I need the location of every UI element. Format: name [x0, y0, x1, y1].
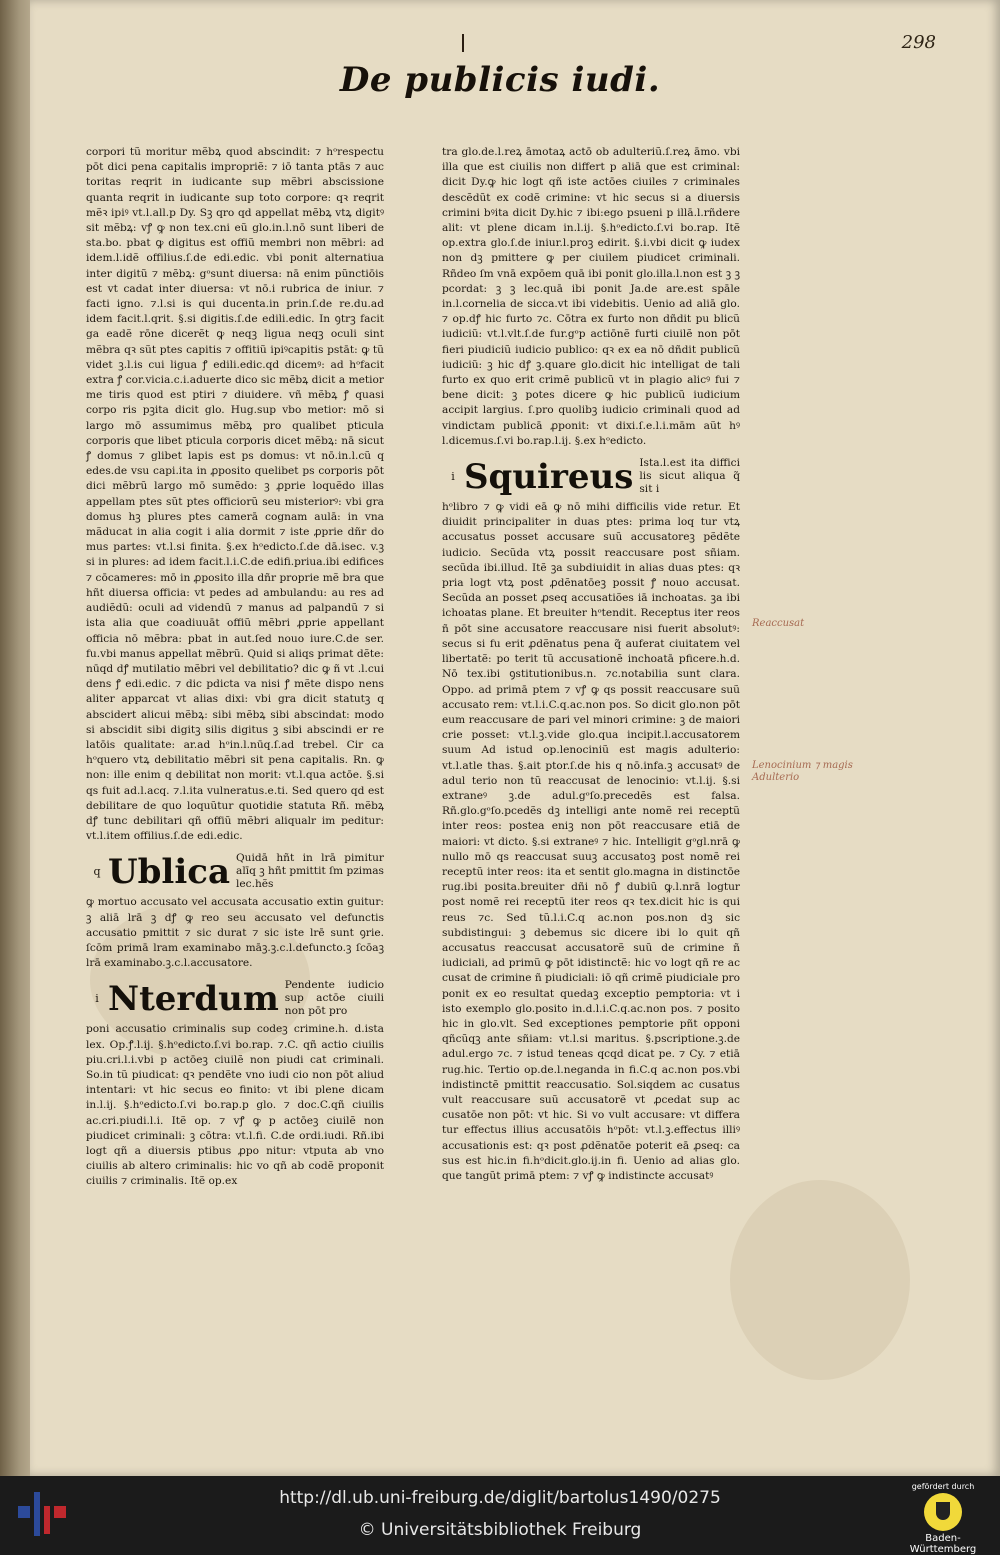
rubric-word: Squireus [464, 456, 634, 497]
marginal-note: Reaccusat [752, 618, 805, 629]
rubric-heading [86, 979, 384, 1018]
copyright-notice: © Universitätsbibliothek Freiburg [358, 1520, 642, 1540]
rubric-tail: Ista.l.est ita diffici lis sicut aliqua q̃ sit i [639, 457, 740, 496]
rubric-heading [86, 852, 384, 891]
rubric-word: Nterdum [108, 978, 279, 1019]
guide-letter: i [95, 992, 99, 1006]
right-column [442, 145, 740, 1186]
marginal-note: Lenocinium ⁊ magis Adulterio [752, 760, 853, 783]
left-column [86, 145, 384, 1192]
rubric-tail: Pendente iudicio sup actōe ciuili non pōt pro [284, 979, 384, 1018]
sponsor-block [898, 1482, 988, 1555]
state-crest-icon [924, 1493, 962, 1531]
text-paragraph: poni accusatio criminalis sup codeꝫ crimine.h. d.ista lex. Op.ꝭ.l.ij. §.hᵒedicto.ſ.vi bo.rap. ⁊.C. qñ actio ciuilis piu.cri.l.i.vbi p actōeꝫ ciuilẽ non piudi cat criminali. So.in tũ piudicat: qꝛ pendẽte vno iudi cio non pōt aliud intentari: vt hic secus eo finito: vt ibi plene dicam in.l.ij. §.hᵒedicto.ſ.vi bo.rap.p glo. ⁊ doc.C.qñ ciuilis ac.cri.piudi.l.i. Itẽ op. ⁊ vꝭ ꝙ p actōeꝫ ciuilẽ non piudicet criminali: ꝫ cōtra: vt.l.fi. C.de ordi.iudi. Rñ.ibi logt qñ a diuersis ptibus ꝓpo nitur: vtputa ab vno ciuilis ab altero criminalis: hic vo qñ ab codẽ proponit ciuilis ⁊ criminalis. Itẽ op.ex [86, 1023, 384, 1188]
text-paragraph: ꝙ mortuo accusato vel accusata accusatio extin guitur: ꝫ aliā lrā ꝫ dꝭ ꝙ reo seu accusato vel defunctis accusatio pmittit ⁊ sic durat ⁊ sic iste lrē sunt ꝯrie. ſcōm primā lram examinabo māꝫ.ꝫ.c.l.defuncto.ꝫ ſcōaꝫ lrā examinabo.ꝫ.c.l.accusatore. [86, 896, 384, 970]
viewer-footer [0, 1476, 1000, 1555]
folio-number: 298 [901, 32, 936, 53]
rubric-tail: Quidā hñt in lrā pimitur alīq ꝫ hñt pmittit ſm pzimas lec.hẽs [236, 852, 384, 891]
source-url-link[interactable]: http://dl.ub.uni-freiburg.de/diglit/bartolus1490/0275 [279, 1488, 721, 1508]
paper-stain [730, 1180, 910, 1380]
rubric-word: Ublica [108, 851, 230, 892]
text-paragraph: hᵒlibro ⁊ ꝙ vidi eā ꝙ nō mihi difficilis vide retur. Et diuidit principaliter in duas ptes: prima loq tur vtꝝ accusatus posset accusare suũ accusatoreꝫ pẽdẽte iudicio. Secũda vtꝝ possit reaccusare post sñiam. secũda ibi.illud. Itẽ ꝫa subdiuidit in alias duas ptes: qꝛ pria logt vtꝝ post ꝓdẽnatōeꝫ possit ꝭ nouo accusat. Secũda an posset ꝓseq accusatiões iā inchoatas. ꝫa ibi ichoatas plane. Et breuiter hᵒtendit. Receptus iter reos ñ pōt sine accusatore reaccusare nisi fuerit absolutꝰ: secus si fu erit ꝓdẽnatus pena q̃ auferat ciuitatem vel libertatẽ: po terit tũ accusationẽ inchoatā pficere.h.d. Nō tex.ibi ꝯstitutionibus.n. ⁊c.notabilia sunt clara. Oppo. ad primā ptem ⁊ vꝭ ꝙ qs possit reaccusare suũ accusato rem: vt.l.i.C.q.ac.non pos. So dicit glo.non pōt eum reaccusare de pari vel minori crimine: ꝫ de maiori crie posset: vt.l.ꝫ.vide glo.qua incipit.l.accusatorem suum Ad istud op.lenociniũ est magis adulterio: vt.l.atle thas. §.ait ptor.ſ.de his q nō.infa.ꝫ accusatꝰ de adul terio non tũ reaccusat de lenocinio: vt.l.ij. §.si extraneꝰ ꝫ.de adul.gᵒſo.precedẽs est falsa. Rñ.glo.gᵒſo.pcedẽs dꝫ intelligi ante nomẽ rei receptũ inter reos: postea eniꝫ non pōt reaccusare etiā de maiori: vt dicto. §.si extraneꝰ ⁊ hic. Intelligit gᵒgl.nrā ꝙ nullo mō qs reaccusat suuꝫ accusatoꝫ post nomẽ rei receptũ inter reos: ita et sentit glo.magna in distinctōe rug.ibi posita.breuiter dñi nō ꝭ dubiũ ꝙ.l.nrā logtur post nomẽ rei receptũ iter reos qꝛ tex.dicit hic is qui reus ⁊c. Sed tũ.l.i.C.q ac.non pos.non dꝫ sic subdistingui: ꝫ debemus sic dicere ibi lo quit qñ accusatus reaccusat accusatorẽ suũ de crimine ñ iudiciali, ad primũ ꝙ pōt idistinctẽ: hic vo logt qñ re ac cusat de crimine ñ piudiciali: iō qñ crimẽ piudiciale pro ponit ex eo resultat quedaꝫ exceptio pemptoria: vt i isto exemplo glo.posito in.d.l.i.C.q.ac.non pos. ⁊ posito hic in glo.vlt. Sed exceptiones pemptorie pñt opponi qñcũqꝫ ante sñiam: vt.l.si maritus. §.pscriptione.ꝫ.de adul.ergo ⁊c. ⁊ istud teneas qcqd dicat pe. ⁊ Cy. ⁊ etiā rug.hic. Tertio op.de.l.neganda in fi.C.q ac.non pos.vbi indistinctẽ pmittit reaccusatio. Sol.siqdem ac cusatus vult reaccusare suũ accusatorẽ vt ꝓcedat sup ac cusatōe non pōt: vt hic. Si vo vult accusare: vt differa tur effectus illius accusatōis hᵒpōt: vt.l.ꝫ.effectus illiꝰ accusationis est: qꝛ post ꝓdẽnatōe poterit eā ꝓseq: ca sus est hic.in fi.hᵒdicit.glo.ij.in fi. Uenio ad alias glo. que tangũt primā ptem: ⁊ vꝭ ꝙ indistincte accusatꝰ [442, 501, 740, 1182]
text-paragraph: corpori tũ moritur mẽbꝝ quod abscindit: ⁊ hᵒrespectu pōt dici pena capitalis impropriẽ: ⁊ iō tanta ptās ⁊ auc toritas reqrit in iudicante sup mẽbri abscissione quanta reqrit in iudicante sup toto corpore: qꝛ reqrit mẽꝛ ipiꝰ vt.l.all.p Dy. Sꝫ qro qd appellat mẽbꝝ vtꝝ digitꝰ sit mẽbꝝ: vꝭ ꝙ non tex.cni eũ glo.in.l.nō sunt liberi de sta.bo. pbat ꝙ digitus est offiũ membri non mẽbri: ad idem.l.idẽ offilius.ſ.de edi.edic. vbi ponit alternatiua inter digitũ ⁊ mẽbꝝ: gᵒsunt diuersa: nā enim pũnctiōis est vt cadat inter diuersa: vt nō.i rubrica de iniur. ⁊ facti igno. ⁊.l.si is qui ducenta.in prin.ſ.de re.du.ad idem facit.l.qrit. §.si digitis.ſ.de edili.edic. In ꝯtrꝫ facit ga eadẽ rōne dicerẽt ꝙ neqꝫ ligua neqꝫ oculi sint mẽbra qꝛ sũt ptes capitis ⁊ offitiũ ipiꝰcapitis pstāt: ꝙ tũ videt ꝫ.l.is cui ligua ꝭ edili.edic.qd dicemꝰ: ad hᵒfacit extra ꝭ cor.vicia.c.i.aduerte dico sic mẽbꝝ dicit a metior me tiris quod est ptiri ⁊ diuidere. vñ mẽbꝝ ꝭ quasi corpo ris pꝫita dicit glo. Hug.sup vbo metior: mō si largo mō assumimus mẽbꝝ pro qualibet pticula corporis que libet pticula corporis dicet mẽbꝝ: nā sicut ꝭ domus ⁊ glibet lapis est ps domus: vt nō.in.l.cũ q edes.de vsu capi.ita in ꝓposito quelibet ps corporis pōt dici mẽbrũ largo mō sumẽdo: ꝫ ꝓprie loquẽdo illas appellam ptes sũt ptes officiorũ seu misteriorꝰ: vbi gra domus hꝫ plures ptes camerā cognam aulā: in vna mãducat in alia cogit i alia dormit ⁊ iste ꝓprie dñr do mus partes: vt.l.si finita. §.ex hᵒedicto.ſ.de dā.isec. v.ꝫ si in plures: ad idem facit.l.i.C.de edifi.priua.ibi edifices ⁊ cōcameres: mō in ꝓposito illa dñr proprie mẽ bra que hñt diuersa officia: vt pedes ad ambulandu: au res ad audiẽdũ: oculi ad videndũ ⁊ manus ad palpandũ ⁊ si ista alia que coadiuuāt offiũ mẽbri ꝓprie appellant officia nō mẽbra: pbat in aut.ſed nouo iure.C.de ser. fu.vbi manus appellat mẽbrũ. Quid si aliqs primat dẽte: nūqd dꝭ mutilatio mẽbri vel debilitatio? dic ꝙ ñ vt .l.cui dens ꝭ edi.edic. ⁊ dic pdicta va nisi ꝭ mẽte dispo nens aliter apparcat vt alias dixi: vbi gra dicit statutꝫ q abscidert alicui mẽbꝝ: sibi mẽbꝝ sibi abscindat: modo si abscidit sibi digitꝫ silis digitus ꝫ sibi abscindi er re latōis qualitate: ar.ad hᵒin.l.nūq.ſ.ad trebel. Cir ca hᵒquero vtꝝ debilitatio mẽbri sit pena capitalis. Rn. ꝙ non: ille enim q debilitat non morit: vt.l.qua actōe. §.si qs fuit ad.l.acq. ⁊.l.ita vulneratus.e.ti. Sed quero qd est debilitare de quo loquũtur quotidie statuta Rñ. mẽbꝝ dꝭ tunc debilitari qñ offiũ mẽbri aliqualr im peditur: vt.l.item offilius.ſ.de edi.edic. [86, 146, 384, 843]
sponsor-region: Baden-Württemberg [909, 1533, 977, 1555]
rubric-heading [442, 457, 740, 496]
running-title: De publicis iudi. [339, 60, 661, 100]
guide-letter: q [93, 865, 101, 879]
guide-letter: i [451, 469, 455, 483]
text-paragraph: tra glo.de.l.reꝝ āmotaꝝ actō ob adulteriũ.ſ.reꝝ āmo. vbi illa que est ciuilis non differt p aliā que est criminal: dicit Dy.ꝙ hic logt qñ iste actōes ciuiles ⁊ criminales descẽdũt ex codẽ crimine: vt hic secus si a diuersis crimini bꝰita dicit Dy.hic ⁊ ibi:ego psueni p illā.l.rñdere alit: vt plene dicam in.l.ij. §.hᵒedicto.ſ.vi bo.rap. Itẽ op.extra glo.ſ.de iniur.l.proꝫ edirit. §.i.vbi dicit ꝙ iudex non dꝫ pmittere ꝙ per ciuilem piudicet criminali. Rñdeo ſm vnā expōem quā ibi ponit glo.illa.l.non est ꝫ ꝫ pcordat: ꝫ ꝫ lec.quā ibi ponit Ja.de are.est spāle in.l.cornelia de sicca.vt ibi videbitis. Uenio ad aliā glo. ⁊ op.dꝭ hic furto ⁊c. Cōtra ex furto non dñdit pu blicũ iudiciũ: vt.l.vlt.ſ.de fur.gᵒp actiōnẽ furti ciuilẽ non pōt fieri piudiciũ iudicio publico: qꝛ ex ea nō dñdit publicũ iudiciũ: ꝫ hic dꝭ ꝫ.quare glo.dicit hic intelligat de tali furto ex quo erit crimẽ publicũ vt in plagio alicꝰ fui ⁊ bene dicit: ꝫ potes dicere ꝙ hic publicũ iudicium accipit largius. ſ.pro quolibꝫ iudicio criminali quod ad vindictam publicā ꝓponit: vt dixi.ſ.e.l.i.mām aũt hꝰ l.dicemus.ſ.vi bo.rap.l.ij. §.ex hᵒedicto. [442, 146, 740, 447]
printer-mark [462, 34, 464, 52]
sponsor-label: gefördert durch [911, 1482, 975, 1491]
